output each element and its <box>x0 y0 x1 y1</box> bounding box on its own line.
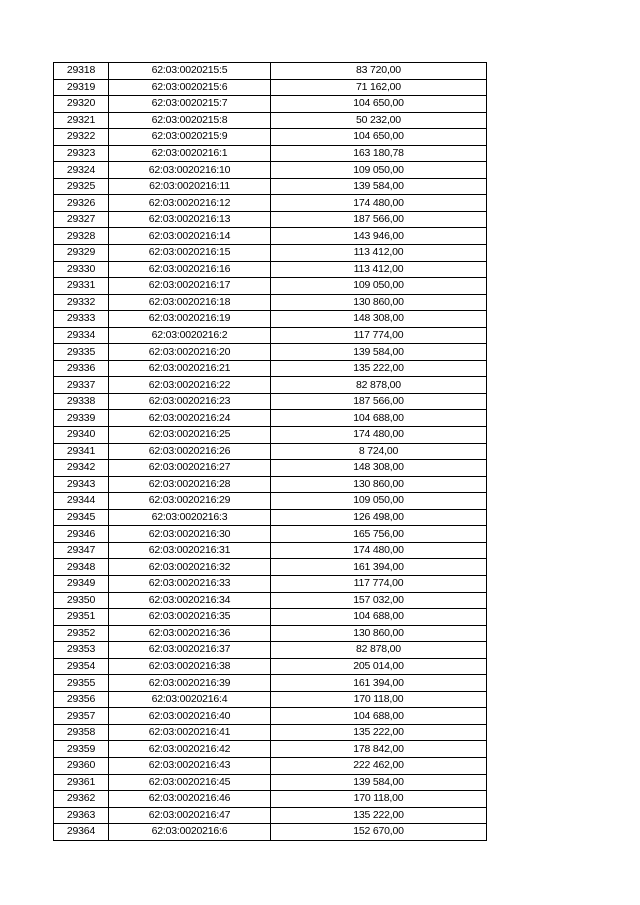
cadastral-number-cell: 62:03:0020215:7 <box>109 96 271 113</box>
row-number-cell: 29340 <box>54 427 109 444</box>
cadastral-number-cell: 62:03:0020216:27 <box>109 460 271 477</box>
row-number-cell: 29343 <box>54 476 109 493</box>
cadastral-number-cell: 62:03:0020215:8 <box>109 112 271 129</box>
value-cell: 205 014,00 <box>271 658 487 675</box>
value-cell: 139 584,00 <box>271 344 487 361</box>
row-number-cell: 29341 <box>54 443 109 460</box>
row-number-cell: 29358 <box>54 724 109 741</box>
table-row <box>54 129 487 146</box>
cadastral-number-cell: 62:03:0020216:25 <box>109 427 271 444</box>
row-number-cell: 29333 <box>54 311 109 328</box>
table-row <box>54 245 487 262</box>
cadastral-number-cell: 62:03:0020215:6 <box>109 79 271 96</box>
cadastral-number-cell: 62:03:0020216:22 <box>109 377 271 394</box>
table-row <box>54 311 487 328</box>
row-number-cell: 29335 <box>54 344 109 361</box>
row-number-cell: 29359 <box>54 741 109 758</box>
table-row <box>54 791 487 808</box>
table-row <box>54 278 487 295</box>
cadastral-number-cell: 62:03:0020216:3 <box>109 509 271 526</box>
table-row <box>54 824 487 841</box>
value-cell: 104 688,00 <box>271 609 487 626</box>
row-number-cell: 29318 <box>54 63 109 80</box>
value-cell: 50 232,00 <box>271 112 487 129</box>
value-cell: 8 724,00 <box>271 443 487 460</box>
table-row <box>54 675 487 692</box>
table-row <box>54 526 487 543</box>
cadastral-number-cell: 62:03:0020216:43 <box>109 757 271 774</box>
table-row <box>54 658 487 675</box>
row-number-cell: 29350 <box>54 592 109 609</box>
table-row <box>54 609 487 626</box>
value-cell: 135 222,00 <box>271 360 487 377</box>
value-cell: 104 650,00 <box>271 129 487 146</box>
cadastral-number-cell: 62:03:0020216:2 <box>109 327 271 344</box>
table-row <box>54 360 487 377</box>
value-cell: 163 180,78 <box>271 145 487 162</box>
cadastral-number-cell: 62:03:0020216:19 <box>109 311 271 328</box>
cadastral-number-cell: 62:03:0020216:42 <box>109 741 271 758</box>
value-cell: 170 118,00 <box>271 691 487 708</box>
value-cell: 117 774,00 <box>271 327 487 344</box>
row-number-cell: 29337 <box>54 377 109 394</box>
value-cell: 117 774,00 <box>271 575 487 592</box>
value-cell: 148 308,00 <box>271 460 487 477</box>
value-cell: 130 860,00 <box>271 476 487 493</box>
cadastral-number-cell: 62:03:0020216:21 <box>109 360 271 377</box>
value-cell: 130 860,00 <box>271 294 487 311</box>
cadastral-number-cell: 62:03:0020216:36 <box>109 625 271 642</box>
row-number-cell: 29329 <box>54 245 109 262</box>
row-number-cell: 29336 <box>54 360 109 377</box>
cadastral-number-cell: 62:03:0020216:23 <box>109 393 271 410</box>
table-row <box>54 559 487 576</box>
cadastral-number-cell: 62:03:0020216:31 <box>109 542 271 559</box>
value-cell: 174 480,00 <box>271 195 487 212</box>
cadastral-number-cell: 62:03:0020216:17 <box>109 278 271 295</box>
value-cell: 139 584,00 <box>271 774 487 791</box>
cadastral-number-cell: 62:03:0020216:30 <box>109 526 271 543</box>
row-number-cell: 29361 <box>54 774 109 791</box>
cadastral-number-cell: 62:03:0020216:20 <box>109 344 271 361</box>
row-number-cell: 29319 <box>54 79 109 96</box>
cadastral-number-cell: 62:03:0020216:11 <box>109 178 271 195</box>
cadastral-number-cell: 62:03:0020216:16 <box>109 261 271 278</box>
cadastral-number-cell: 62:03:0020216:6 <box>109 824 271 841</box>
row-number-cell: 29320 <box>54 96 109 113</box>
row-number-cell: 29351 <box>54 609 109 626</box>
cadastral-number-cell: 62:03:0020215:5 <box>109 63 271 80</box>
table-row <box>54 211 487 228</box>
value-cell: 83 720,00 <box>271 63 487 80</box>
table-row <box>54 509 487 526</box>
table-row <box>54 162 487 179</box>
cadastral-number-cell: 62:03:0020216:28 <box>109 476 271 493</box>
table-row <box>54 96 487 113</box>
cadastral-number-cell: 62:03:0020216:37 <box>109 642 271 659</box>
cadastral-number-cell: 62:03:0020216:18 <box>109 294 271 311</box>
table-row <box>54 427 487 444</box>
table-row <box>54 708 487 725</box>
cadastral-number-cell: 62:03:0020216:46 <box>109 791 271 808</box>
cadastral-number-cell: 62:03:0020216:29 <box>109 493 271 510</box>
table-row <box>54 592 487 609</box>
row-number-cell: 29363 <box>54 807 109 824</box>
cadastral-number-cell: 62:03:0020216:45 <box>109 774 271 791</box>
table-row <box>54 757 487 774</box>
table-row <box>54 344 487 361</box>
value-cell: 222 462,00 <box>271 757 487 774</box>
table-row <box>54 195 487 212</box>
row-number-cell: 29325 <box>54 178 109 195</box>
row-number-cell: 29347 <box>54 542 109 559</box>
data-table <box>53 62 487 841</box>
value-cell: 174 480,00 <box>271 542 487 559</box>
value-cell: 165 756,00 <box>271 526 487 543</box>
row-number-cell: 29334 <box>54 327 109 344</box>
value-cell: 178 842,00 <box>271 741 487 758</box>
row-number-cell: 29357 <box>54 708 109 725</box>
table-row <box>54 112 487 129</box>
table-row <box>54 724 487 741</box>
value-cell: 135 222,00 <box>271 807 487 824</box>
value-cell: 113 412,00 <box>271 261 487 278</box>
value-cell: 82 878,00 <box>271 642 487 659</box>
table-row <box>54 642 487 659</box>
row-number-cell: 29360 <box>54 757 109 774</box>
cadastral-number-cell: 62:03:0020216:26 <box>109 443 271 460</box>
table-row <box>54 294 487 311</box>
table-row <box>54 178 487 195</box>
table-row <box>54 476 487 493</box>
row-number-cell: 29346 <box>54 526 109 543</box>
cadastral-number-cell: 62:03:0020216:13 <box>109 211 271 228</box>
row-number-cell: 29354 <box>54 658 109 675</box>
table-row <box>54 542 487 559</box>
table-row <box>54 393 487 410</box>
cadastral-number-cell: 62:03:0020216:24 <box>109 410 271 427</box>
row-number-cell: 29348 <box>54 559 109 576</box>
value-cell: 104 650,00 <box>271 96 487 113</box>
value-cell: 170 118,00 <box>271 791 487 808</box>
table-row <box>54 327 487 344</box>
cadastral-number-cell: 62:03:0020216:32 <box>109 559 271 576</box>
row-number-cell: 29322 <box>54 129 109 146</box>
cadastral-number-cell: 62:03:0020216:35 <box>109 609 271 626</box>
value-cell: 161 394,00 <box>271 675 487 692</box>
cadastral-number-cell: 62:03:0020216:47 <box>109 807 271 824</box>
value-cell: 139 584,00 <box>271 178 487 195</box>
value-cell: 143 946,00 <box>271 228 487 245</box>
row-number-cell: 29339 <box>54 410 109 427</box>
table-row <box>54 460 487 477</box>
row-number-cell: 29331 <box>54 278 109 295</box>
value-cell: 109 050,00 <box>271 493 487 510</box>
cadastral-number-cell: 62:03:0020216:40 <box>109 708 271 725</box>
table-row <box>54 79 487 96</box>
value-cell: 187 566,00 <box>271 211 487 228</box>
table-body <box>54 63 487 841</box>
row-number-cell: 29362 <box>54 791 109 808</box>
row-number-cell: 29326 <box>54 195 109 212</box>
table-row <box>54 377 487 394</box>
cadastral-number-cell: 62:03:0020216:1 <box>109 145 271 162</box>
value-cell: 82 878,00 <box>271 377 487 394</box>
table-row <box>54 261 487 278</box>
table-row <box>54 691 487 708</box>
row-number-cell: 29332 <box>54 294 109 311</box>
value-cell: 187 566,00 <box>271 393 487 410</box>
cadastral-number-cell: 62:03:0020216:39 <box>109 675 271 692</box>
row-number-cell: 29345 <box>54 509 109 526</box>
table-row <box>54 410 487 427</box>
value-cell: 104 688,00 <box>271 410 487 427</box>
value-cell: 161 394,00 <box>271 559 487 576</box>
value-cell: 109 050,00 <box>271 162 487 179</box>
value-cell: 152 670,00 <box>271 824 487 841</box>
table-row <box>54 575 487 592</box>
value-cell: 71 162,00 <box>271 79 487 96</box>
cadastral-number-cell: 62:03:0020216:33 <box>109 575 271 592</box>
row-number-cell: 29364 <box>54 824 109 841</box>
value-cell: 130 860,00 <box>271 625 487 642</box>
value-cell: 148 308,00 <box>271 311 487 328</box>
table-row <box>54 807 487 824</box>
table-row <box>54 741 487 758</box>
value-cell: 174 480,00 <box>271 427 487 444</box>
cadastral-number-cell: 62:03:0020216:14 <box>109 228 271 245</box>
row-number-cell: 29323 <box>54 145 109 162</box>
cadastral-number-cell: 62:03:0020216:10 <box>109 162 271 179</box>
table-row <box>54 493 487 510</box>
cadastral-number-cell: 62:03:0020216:41 <box>109 724 271 741</box>
value-cell: 157 032,00 <box>271 592 487 609</box>
value-cell: 113 412,00 <box>271 245 487 262</box>
row-number-cell: 29355 <box>54 675 109 692</box>
row-number-cell: 29338 <box>54 393 109 410</box>
cadastral-number-cell: 62:03:0020216:15 <box>109 245 271 262</box>
cadastral-number-cell: 62:03:0020216:38 <box>109 658 271 675</box>
row-number-cell: 29342 <box>54 460 109 477</box>
cadastral-number-cell: 62:03:0020216:34 <box>109 592 271 609</box>
row-number-cell: 29328 <box>54 228 109 245</box>
table-row <box>54 443 487 460</box>
cadastral-number-cell: 62:03:0020216:4 <box>109 691 271 708</box>
table-row <box>54 63 487 80</box>
row-number-cell: 29330 <box>54 261 109 278</box>
value-cell: 135 222,00 <box>271 724 487 741</box>
row-number-cell: 29324 <box>54 162 109 179</box>
cadastral-number-cell: 62:03:0020216:12 <box>109 195 271 212</box>
row-number-cell: 29321 <box>54 112 109 129</box>
row-number-cell: 29344 <box>54 493 109 510</box>
table-row <box>54 774 487 791</box>
table-row <box>54 145 487 162</box>
table-row <box>54 625 487 642</box>
row-number-cell: 29349 <box>54 575 109 592</box>
table-row <box>54 228 487 245</box>
row-number-cell: 29327 <box>54 211 109 228</box>
row-number-cell: 29353 <box>54 642 109 659</box>
row-number-cell: 29356 <box>54 691 109 708</box>
value-cell: 104 688,00 <box>271 708 487 725</box>
cadastral-number-cell: 62:03:0020215:9 <box>109 129 271 146</box>
value-cell: 126 498,00 <box>271 509 487 526</box>
value-cell: 109 050,00 <box>271 278 487 295</box>
row-number-cell: 29352 <box>54 625 109 642</box>
